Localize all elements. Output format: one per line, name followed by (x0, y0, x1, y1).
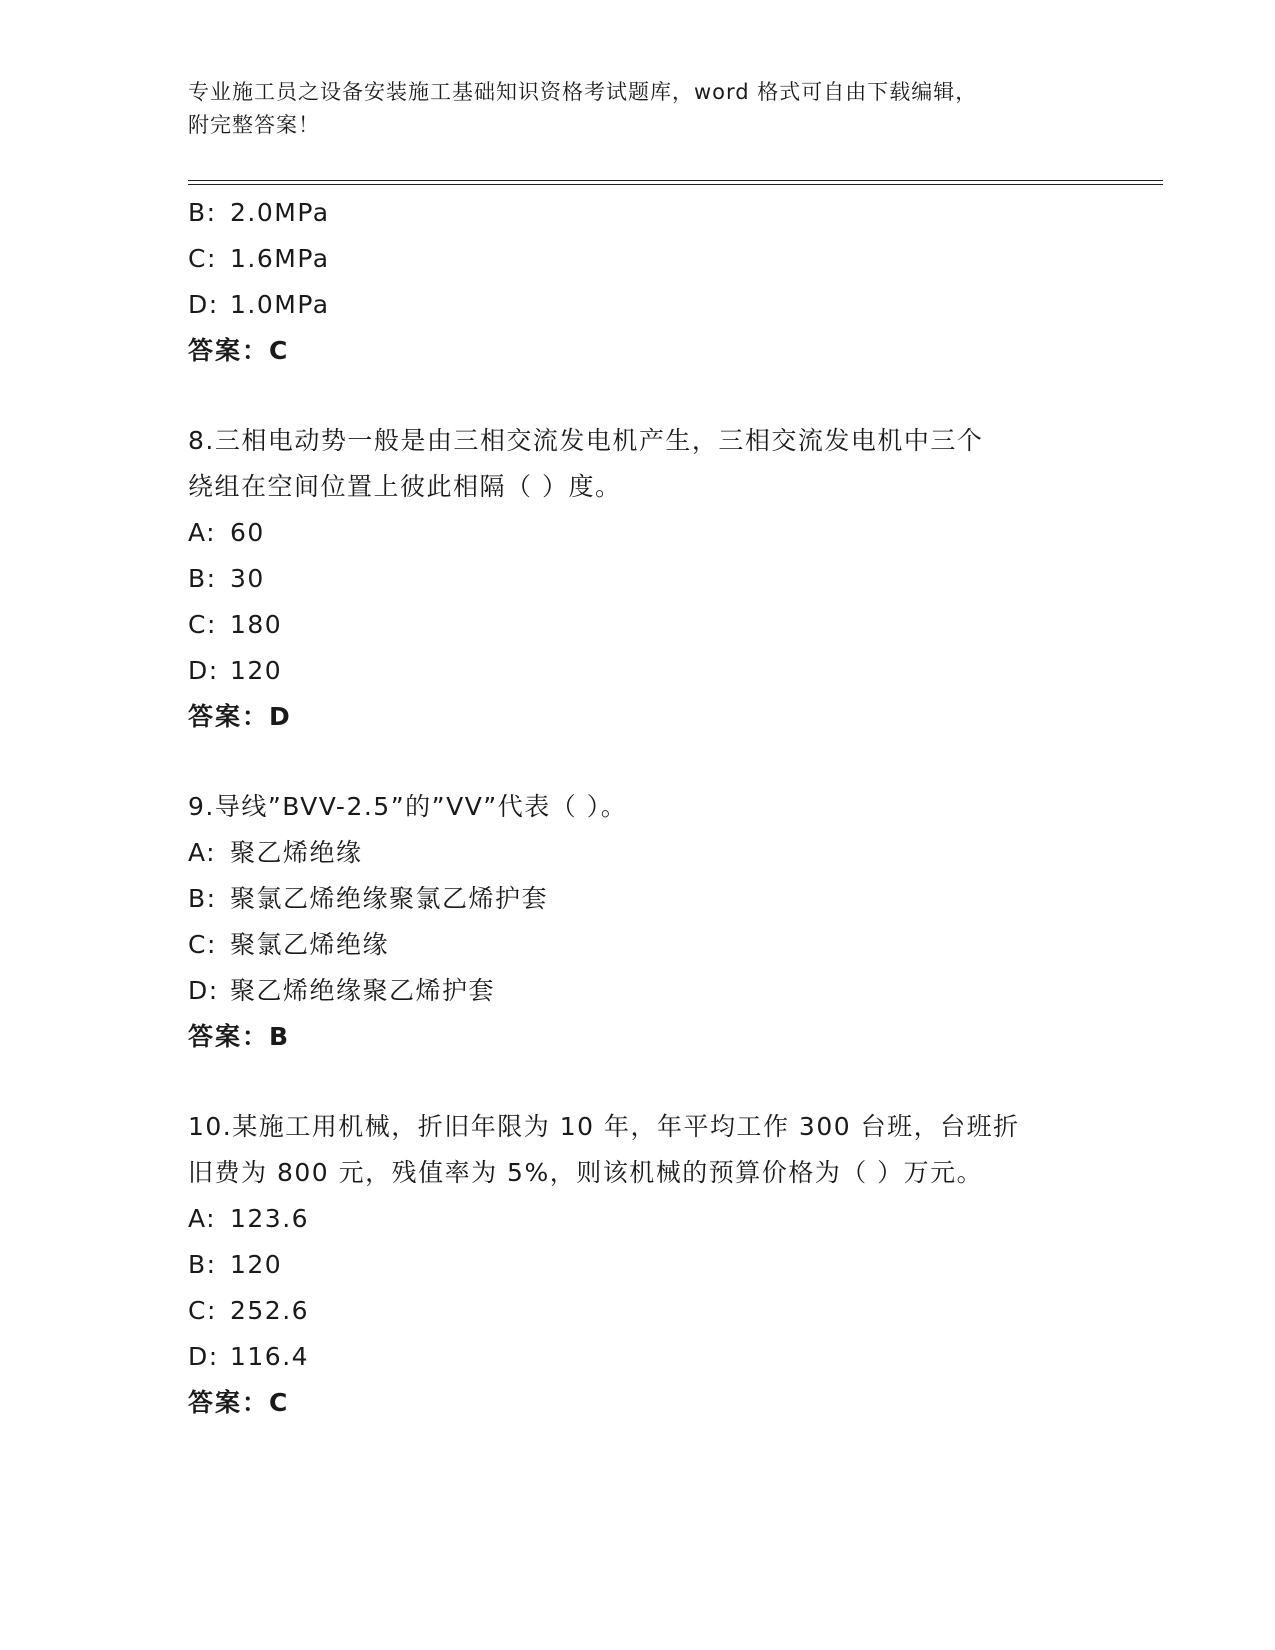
option-label: C: (188, 610, 217, 639)
option-b (188, 1242, 1148, 1288)
question-8 (188, 418, 1148, 740)
option-label: D: (188, 656, 219, 685)
spacer (188, 374, 1148, 418)
option-d (188, 968, 1148, 1014)
option-text: 60 (230, 518, 265, 547)
option-d (188, 648, 1148, 694)
option-text: 1.0MPa (230, 290, 330, 319)
option-b (188, 876, 1148, 922)
option-label: B: (188, 564, 217, 593)
option-c (188, 236, 1148, 282)
option-text: 聚乙烯绝缘 (230, 838, 363, 867)
option-label: D: (188, 976, 219, 1005)
option-c (188, 1288, 1148, 1334)
option-a (188, 510, 1148, 556)
option-b (188, 556, 1148, 602)
option-label: D: (188, 290, 219, 319)
option-label: C: (188, 244, 217, 273)
option-label: D: (188, 1342, 219, 1371)
option-a (188, 830, 1148, 876)
option-label: B: (188, 1250, 217, 1279)
option-label: A: (188, 518, 217, 547)
option-d (188, 282, 1148, 328)
option-text: 2.0MPa (230, 198, 330, 227)
option-label: C: (188, 930, 217, 959)
question-stem-line-1: 9.导线”BVV-2.5”的”VV”代表（ ）。 (188, 792, 628, 821)
header-divider-bottom (188, 184, 1163, 185)
header-divider-top (188, 180, 1163, 181)
question-stem-line-1: 8.三相电动势一般是由三相交流发电机产生，三相交流发电机中三个 (188, 426, 984, 455)
option-text: 聚氯乙烯绝缘 (230, 930, 390, 959)
question-7-tail (188, 190, 1148, 374)
option-c (188, 922, 1148, 968)
option-text: 聚乙烯绝缘聚乙烯护套 (230, 976, 496, 1005)
header-line-1: 专业施工员之设备安装施工基础知识资格考试题库，word 格式可自由下载编辑， (188, 80, 978, 104)
header-line-2: 附完整答案！ (188, 113, 320, 137)
document-header (188, 76, 1088, 142)
option-d (188, 1334, 1148, 1380)
option-label: A: (188, 1204, 217, 1233)
option-text: 180 (230, 610, 283, 639)
option-text: 1.6MPa (230, 244, 330, 273)
answer-line: 答案：C (188, 336, 290, 365)
answer-line: 答案：B (188, 1022, 291, 1051)
answer-line: 答案：D (188, 702, 292, 731)
option-b (188, 190, 1148, 236)
option-label: C: (188, 1296, 217, 1325)
spacer (188, 1060, 1148, 1104)
option-label: B: (188, 198, 217, 227)
option-text: 聚氯乙烯绝缘聚氯乙烯护套 (230, 884, 549, 913)
spacer (188, 740, 1148, 784)
question-list (188, 190, 1148, 1426)
option-text: 30 (230, 564, 265, 593)
option-label: A: (188, 838, 217, 867)
option-text: 120 (230, 656, 283, 685)
question-stem-line-2: 绕组在空间位置上彼此相隔（ ）度。 (188, 472, 622, 501)
question-9 (188, 784, 1148, 1060)
option-text: 123.6 (230, 1204, 310, 1233)
answer-line: 答案：C (188, 1388, 290, 1417)
question-stem-line-2: 旧费为 800 元，残值率为 5%，则该机械的预算价格为（ ）万元。 (188, 1158, 984, 1187)
option-text: 120 (230, 1250, 283, 1279)
option-text: 252.6 (230, 1296, 310, 1325)
question-stem-line-1: 10.某施工用机械，折旧年限为 10 年，年平均工作 300 台班，台班折 (188, 1112, 1020, 1141)
option-a (188, 1196, 1148, 1242)
option-label: B: (188, 884, 217, 913)
option-c (188, 602, 1148, 648)
option-text: 116.4 (230, 1342, 310, 1371)
question-10 (188, 1104, 1148, 1426)
